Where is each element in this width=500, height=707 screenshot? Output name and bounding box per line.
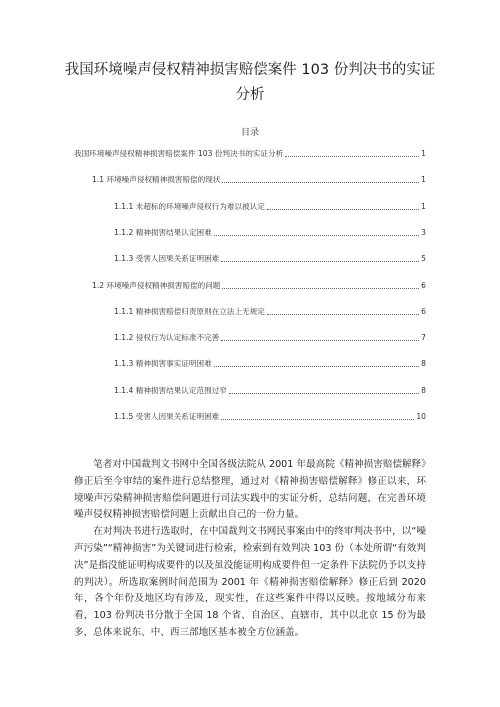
toc-entry-text: 1.2 环境噪声侵权精神损害赔偿的问题 — [92, 281, 221, 290]
toc-leader — [222, 181, 419, 183]
toc-leader — [221, 339, 419, 341]
title-line-2: 分析 — [235, 87, 265, 103]
toc-leader — [214, 365, 419, 367]
toc-entry[interactable] — [114, 227, 426, 238]
toc-leader — [285, 155, 419, 157]
toc-entry[interactable] — [114, 253, 426, 264]
toc-entry-page: 8 — [421, 386, 426, 395]
toc-entry-text: 1.1.1 精神损害赔偿归责原则在立法上无规定 — [114, 307, 265, 316]
toc-entry[interactable] — [114, 332, 426, 343]
toc-leader — [267, 208, 419, 210]
toc-entry-page: 8 — [421, 359, 426, 368]
toc-entry[interactable] — [114, 358, 426, 369]
toc-entry-page: 1 — [421, 175, 426, 184]
toc-entry-page: 1 — [421, 149, 426, 158]
toc-entry-page: 3 — [421, 228, 426, 237]
toc-heading: 目录 — [240, 128, 259, 138]
toc-entry-page: 7 — [421, 333, 426, 342]
toc-leader — [229, 392, 419, 394]
toc-entry[interactable] — [114, 306, 426, 317]
toc-entry[interactable] — [114, 411, 426, 422]
toc-entry-text: 我国环境噪声侵权精神损害赔偿案件 103 份判决书的实证分析 — [74, 149, 284, 158]
title-line-1: 我国环境噪声侵权精神损害赔偿案件 103 份判决书的实证 — [64, 62, 436, 78]
toc-entry-text: 1.1.1 未超标的环境噪声侵权行为难以被认定 — [114, 202, 265, 211]
toc-entry-text: 1.1.2 精神损害结果认定困难 — [114, 228, 212, 237]
toc-entry-text: 1.1.4 精神损害结果认定范围过窄 — [114, 386, 227, 395]
toc-entry-text: 1.1 环境噪声侵权精神损害赔偿的现状 — [92, 175, 221, 184]
toc-entry[interactable] — [92, 280, 426, 291]
body-text — [74, 457, 426, 642]
toc-leader — [221, 260, 419, 262]
toc-entry[interactable] — [114, 201, 426, 212]
toc-entry[interactable] — [114, 385, 426, 396]
toc-entry-text: 1.1.3 精神损害事实证明困难 — [114, 359, 212, 368]
toc-entry[interactable] — [92, 174, 426, 185]
toc-entry-text: 1.1.3 受害人因果关系证明困难 — [114, 254, 220, 263]
toc-entry-page: 6 — [421, 281, 426, 290]
toc-leader — [222, 287, 419, 289]
body-paragraph: 笔者对中国裁判文书网中全国各级法院从 2001 年最高院《精神损害赔偿解释》修正后至今审结的案件进行总结整理，通过对《精神损害赔偿解释》修正以来，环境噪声污染精神损害赔偿问题进行司法实践中的实证分析，总结问题，在完善环境噪声侵权精神损害赔偿问题上贡献出自己的一份力量。 — [74, 459, 426, 521]
toc-entry-page: 1 — [421, 202, 426, 211]
toc-entry-text: 1.1.2 侵权行为认定标准不完善 — [114, 333, 220, 342]
toc-leader — [214, 234, 419, 236]
toc-entry[interactable] — [74, 148, 426, 159]
toc-entry-page: 6 — [421, 307, 426, 316]
document-title — [50, 58, 450, 108]
toc-leader — [221, 418, 414, 420]
toc-leader — [267, 313, 419, 315]
toc-entry-text: 1.1.5 受害人因果关系证明困难 — [114, 412, 220, 421]
body-paragraph: 在对判决书进行选取时，在中国裁判文书网民事案由中的终审判决书中，以“噪声污染”“精神损害”为关键词进行检索，检索到有效判决 103 份（本处所谓“有效判决”是指没能证明构成要件的以及虽没能证明构成要件但一定条件下法院仍予以支持的判决）。所选取案例时间范围为 2001 年《精神损害赔偿解释》修正后到 2020 年，各个年份及地区均有涉及，现实性，在这些案件中得以反映。按地域分布来看，103 份判决书分散于全国 18 个省、自治区、直辖市，其中以北京 15 份为最多，总体来说东、中、西三部地区基本被全方位涵盖。 — [74, 526, 426, 638]
toc-entry-page: 5 — [421, 254, 426, 263]
toc-entry-page: 10 — [416, 412, 426, 421]
